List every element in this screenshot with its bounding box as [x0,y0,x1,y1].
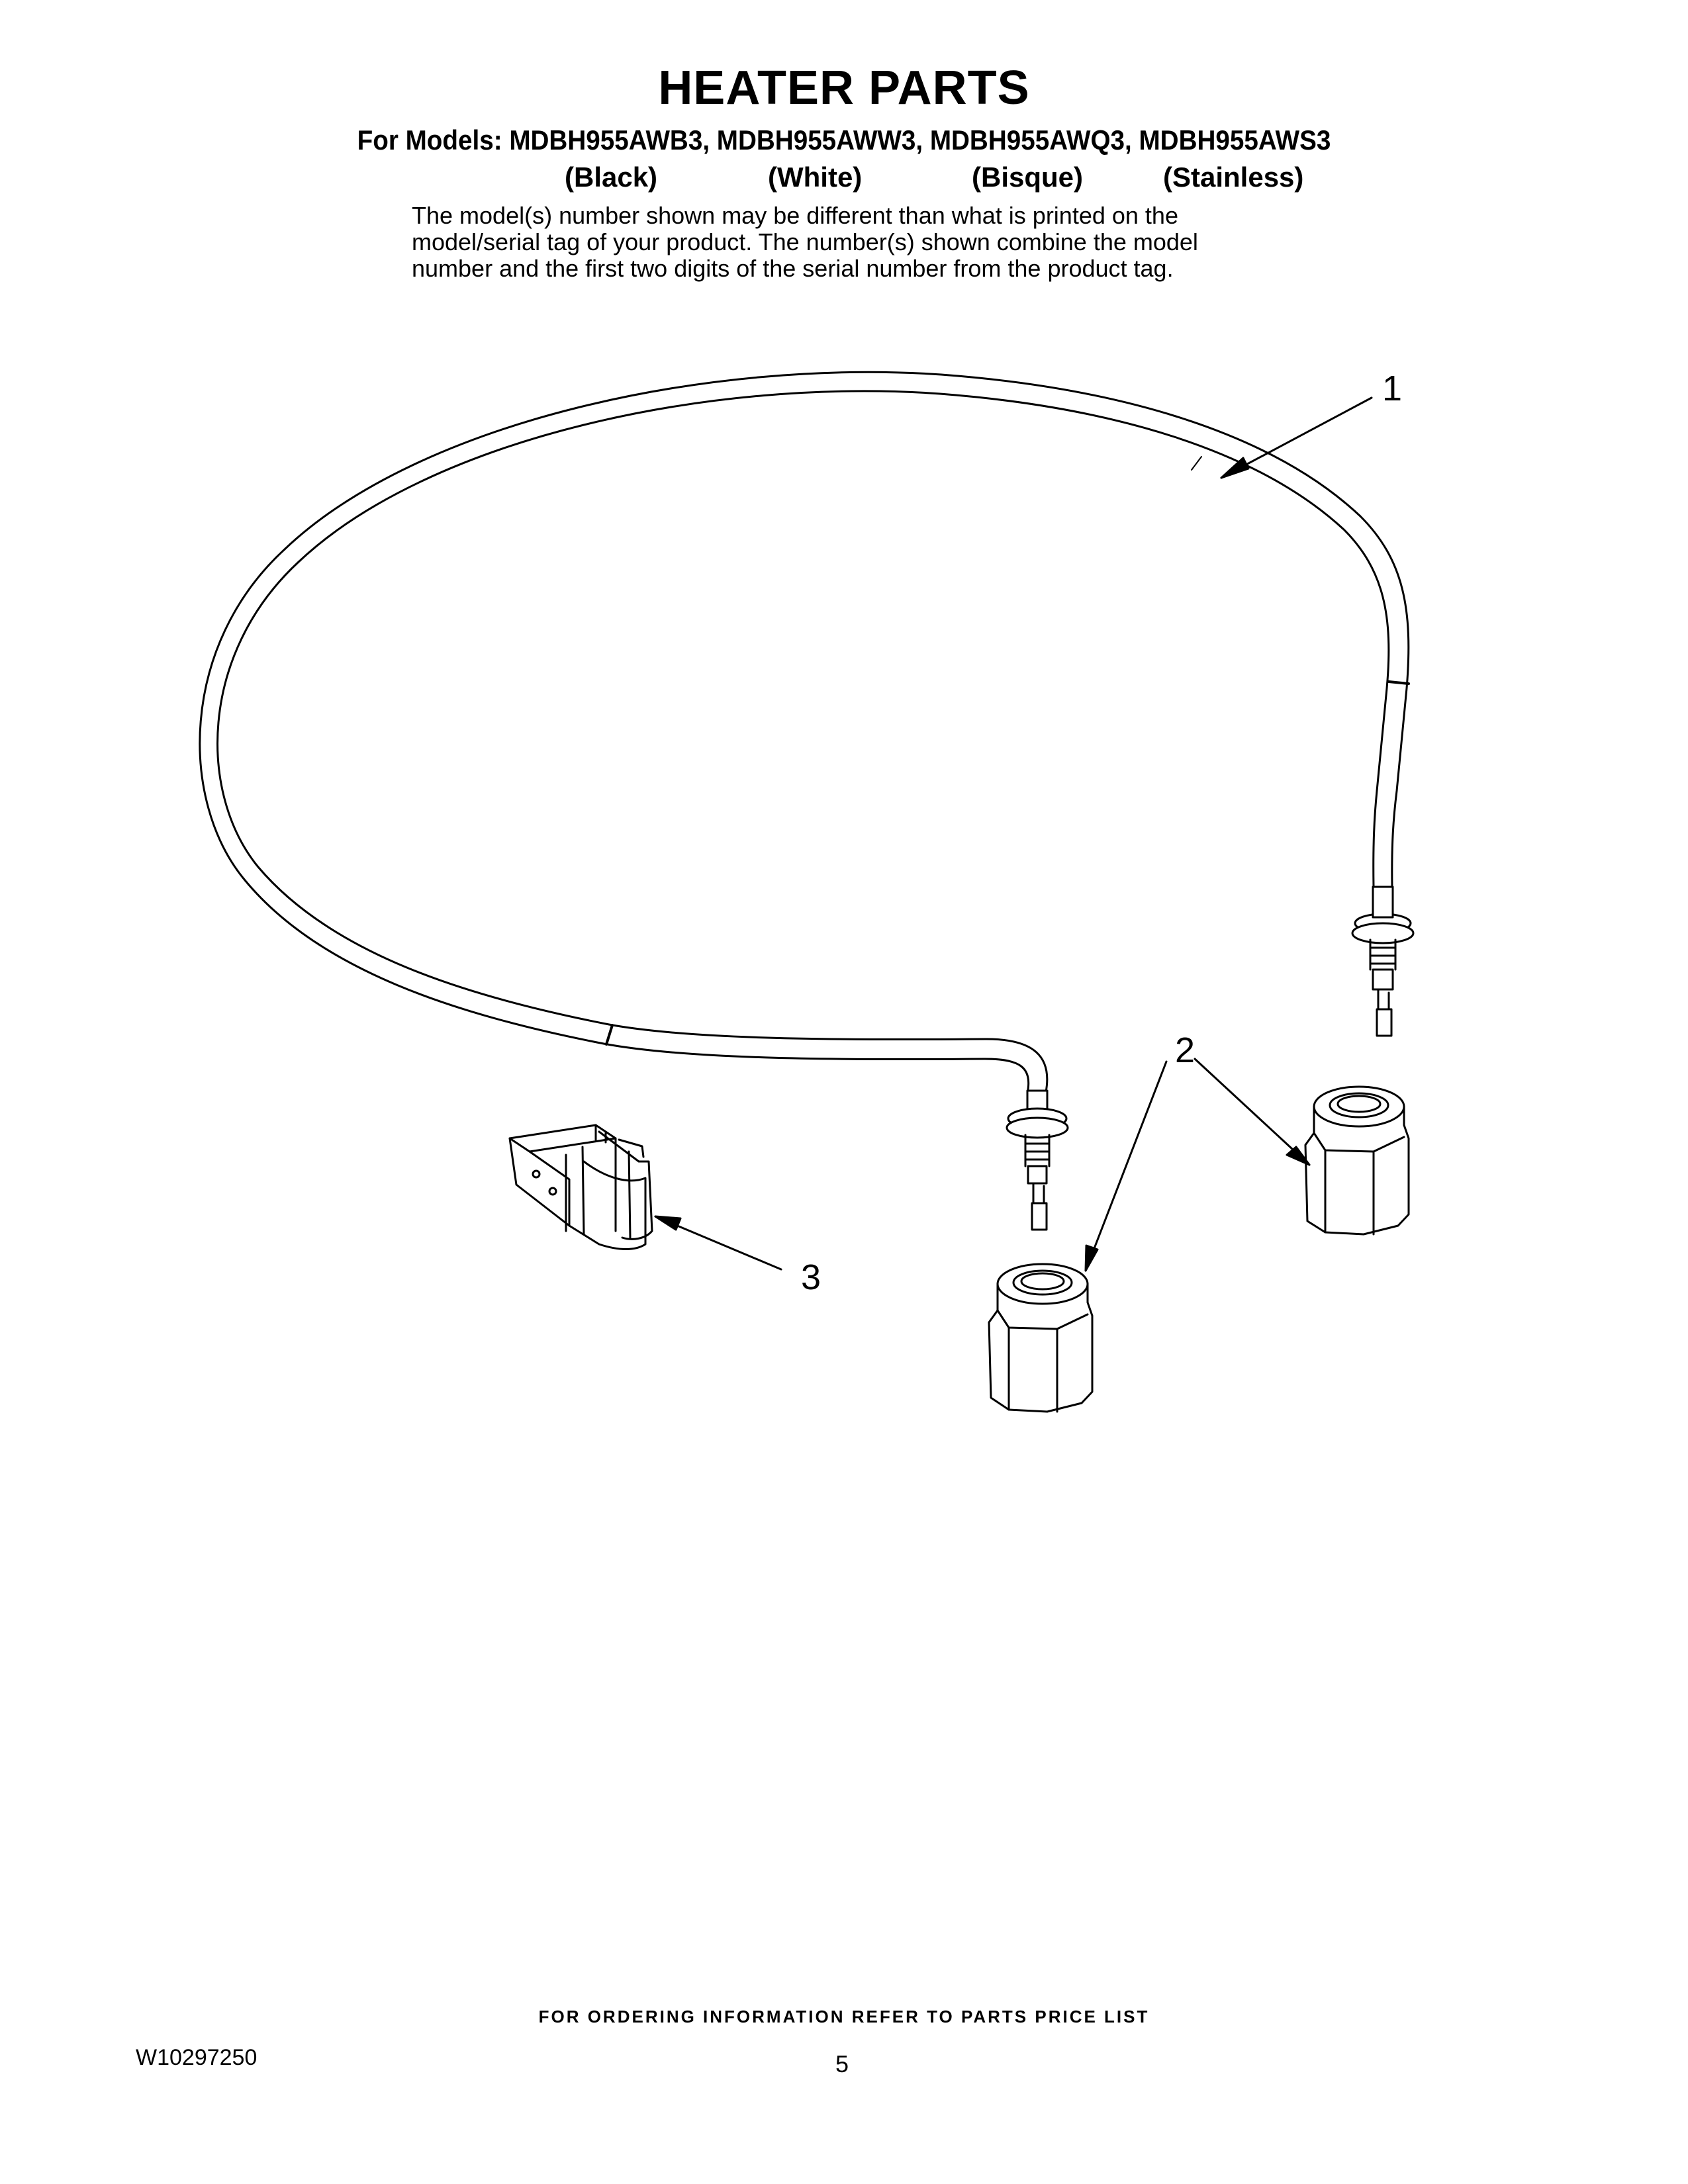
document-part-number: W10297250 [136,2045,258,2070]
color-stainless: (Stainless) [1163,161,1304,193]
page-number: 5 [835,2050,849,2077]
callout-3: 3 [801,1257,821,1297]
callout-1: 1 [1382,369,1403,408]
callout-2: 2 [1175,1030,1196,1070]
note-line: number and the first two digits of the serial number from the product tag. [412,255,1174,282]
leader-line-2b [1086,1062,1166,1271]
color-black: (Black) [565,161,658,193]
arrowhead [655,1216,680,1230]
nut [1305,1087,1409,1234]
leader-line-2a [1195,1059,1309,1165]
note-line: The model(s) number shown may be different than what is printed on the [412,202,1178,229]
ordering-info: FOR ORDERING INFORMATION REFER TO PARTS PRICE LIST [538,2007,1150,2026]
heating-element [200,372,1409,1093]
leader-lines [655,398,1372,1271]
right-terminal [1352,887,1413,1036]
models-line: For Models: MDBH955AWB3, MDBH955AWW3, MDBH955AWQ3, MDBH955AWS3 [357,124,1331,156]
note-line: model/serial tag of your product. The number(s) shown combine the model [412,228,1198,255]
page-title: HEATER PARTS [658,62,1030,114]
arrowhead [1086,1246,1098,1271]
left-terminal [1007,1091,1068,1230]
color-bisque: (Bisque) [972,161,1083,193]
nut [989,1264,1092,1412]
color-white: (White) [768,161,863,193]
terminal-bracket [510,1125,652,1250]
